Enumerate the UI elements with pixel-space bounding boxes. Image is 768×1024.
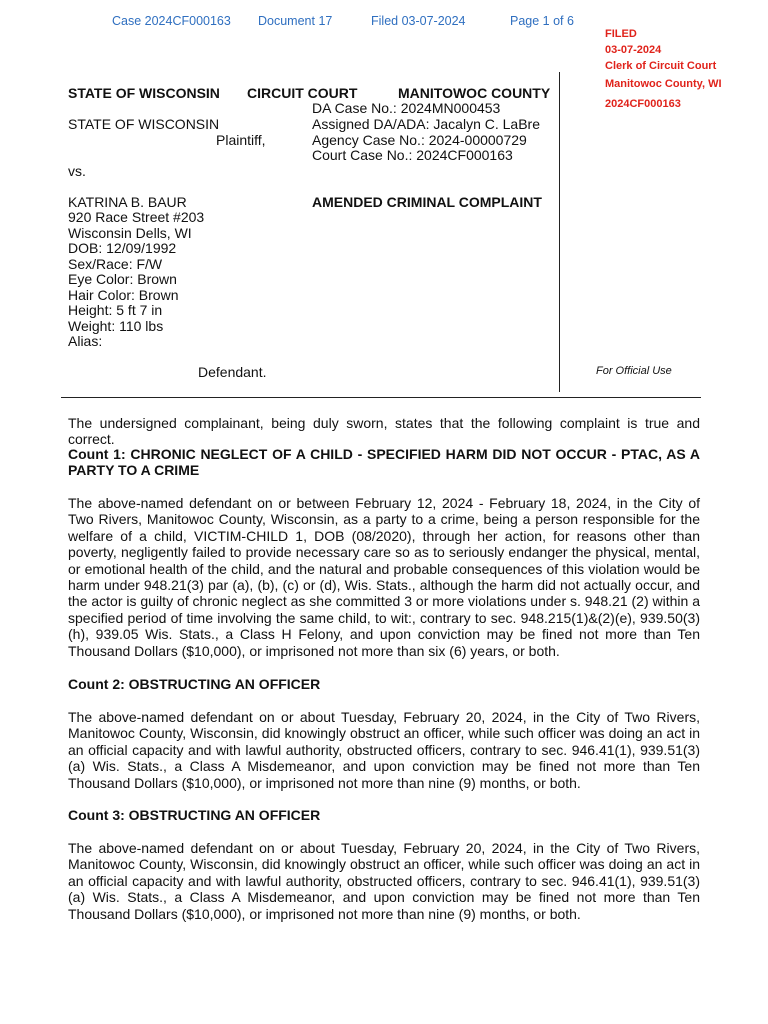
- versus: vs.: [68, 163, 86, 179]
- caption-state: STATE OF WISCONSIN: [68, 85, 220, 101]
- defendant-dob: DOB: 12/09/1992: [68, 240, 177, 256]
- caption-court: CIRCUIT COURT: [247, 85, 358, 101]
- assigned-da: Assigned DA/ADA: Jacalyn C. LaBre: [312, 116, 540, 132]
- defendant-hair-color: Hair Color: Brown: [68, 287, 179, 303]
- plaintiff-name: STATE OF WISCONSIN: [68, 116, 220, 132]
- filed-stamp-clerk: Clerk of Circuit Court: [605, 60, 717, 72]
- count3-title: Count 3: OBSTRUCTING AN OFFICER: [68, 807, 321, 823]
- defendant-weight: Weight: 110 lbs: [68, 318, 164, 334]
- court-case-number: Court Case No.: 2024CF000163: [312, 147, 513, 163]
- defendant-alias: Alias:: [68, 333, 103, 349]
- filed-stamp-case: 2024CF000163: [605, 98, 681, 110]
- filed-stamp-label: FILED: [605, 28, 637, 40]
- intro-paragraph: The undersigned complainant, being duly sworn, states that the following complaint is true and correct.: [68, 415, 700, 448]
- official-use-label: For Official Use: [596, 365, 672, 377]
- caption-county: MANITOWOC COUNTY: [398, 85, 551, 101]
- count1-text: The above-named defendant on or between February 12, 2024 - February 18, 2024, in the City of Two Rivers, Manitowoc County, Wisconsin, as a party to a crime, being a person responsible for the welfare of a child, VICTIM-CHILD 1, DOB (08/2020), through her action, for reasons other than poverty, negligently failed to provide necessary care so as to seriously endanger the physical, mental, or emotional health of the child, and the natural and probable consequences of this violation would be harm under 948.21(3) par (a), (b), (c) or (d), Wis. Stats., although the harm did not actually occur, and the actor is guilty of chronic neglect as she committed 3 or more violations under s. 948.21 (2) within a specified period of time involving the same child, to wit:, contrary to sec. 948.215(1)&(2)(e), 939.50(3)(h), 939.05 Wis. Stats., a Class H Felony, and upon conviction may be fined not more than Ten Thousand Dollars ($10,000), or imprisoned not more than six (6) years, or both.: [68, 495, 700, 659]
- defendant-label: Defendant.: [198, 364, 267, 380]
- defendant-sex-race: Sex/Race: F/W: [68, 256, 163, 272]
- filed-stamp-date: 03-07-2024: [605, 44, 662, 56]
- document-number-link[interactable]: Document 17: [258, 14, 333, 28]
- count2-title: Count 2: OBSTRUCTING AN OFFICER: [68, 676, 321, 692]
- da-case-number: DA Case No.: 2024MN000453: [312, 100, 501, 116]
- defendant-address-line2: Wisconsin Dells, WI: [68, 225, 192, 241]
- defendant-eye-color: Eye Color: Brown: [68, 271, 177, 287]
- plaintiff-label: Plaintiff,: [216, 132, 266, 148]
- case-number-link[interactable]: Case 2024CF000163: [112, 14, 231, 28]
- caption-vertical-rule: [559, 72, 560, 392]
- defendant-name: KATRINA B. BAUR: [68, 194, 187, 210]
- agency-case-number: Agency Case No.: 2024-00000729: [312, 132, 527, 148]
- page-indicator: Page 1 of 6: [510, 14, 574, 28]
- filed-date-link[interactable]: Filed 03-07-2024: [371, 14, 466, 28]
- count2-text: The above-named defendant on or about Tuesday, February 20, 2024, in the City of Two Rivers, Manitowoc County, Wisconsin, did knowingly obstruct an officer, while such officer was doing an act in an official capacity and with lawful authority, obstructed officers, contrary to sec. 946.41(1), 939.51(3)(a) Wis. Stats., a Class A Misdemeanor, and upon conviction may be fined not more than Ten Thousand Dollars ($10,000), or imprisoned not more than nine (9) months, or both.: [68, 709, 700, 791]
- count1-title: Count 1: CHRONIC NEGLECT OF A CHILD - SPECIFIED HARM DID NOT OCCUR - PTAC, AS A PARTY TO A CRIME: [68, 446, 700, 479]
- caption-horizontal-rule: [61, 397, 701, 398]
- defendant-address-line1: 920 Race Street #203: [68, 209, 205, 225]
- defendant-height: Height: 5 ft 7 in: [68, 302, 163, 318]
- count3-text: The above-named defendant on or about Tuesday, February 20, 2024, in the City of Two Rivers, Manitowoc County, Wisconsin, did knowingly obstruct an officer, while such officer was doing an act in an official capacity and with lawful authority, obstructed officers, contrary to sec. 946.41(1), 939.51(3)(a) Wis. Stats., a Class A Misdemeanor, and upon conviction may be fined not more than Ten Thousand Dollars ($10,000), or imprisoned not more than nine (9) months, or both.: [68, 840, 700, 922]
- complaint-title: AMENDED CRIMINAL COMPLAINT: [312, 194, 542, 210]
- filed-stamp-county: Manitowoc County, WI: [605, 78, 722, 90]
